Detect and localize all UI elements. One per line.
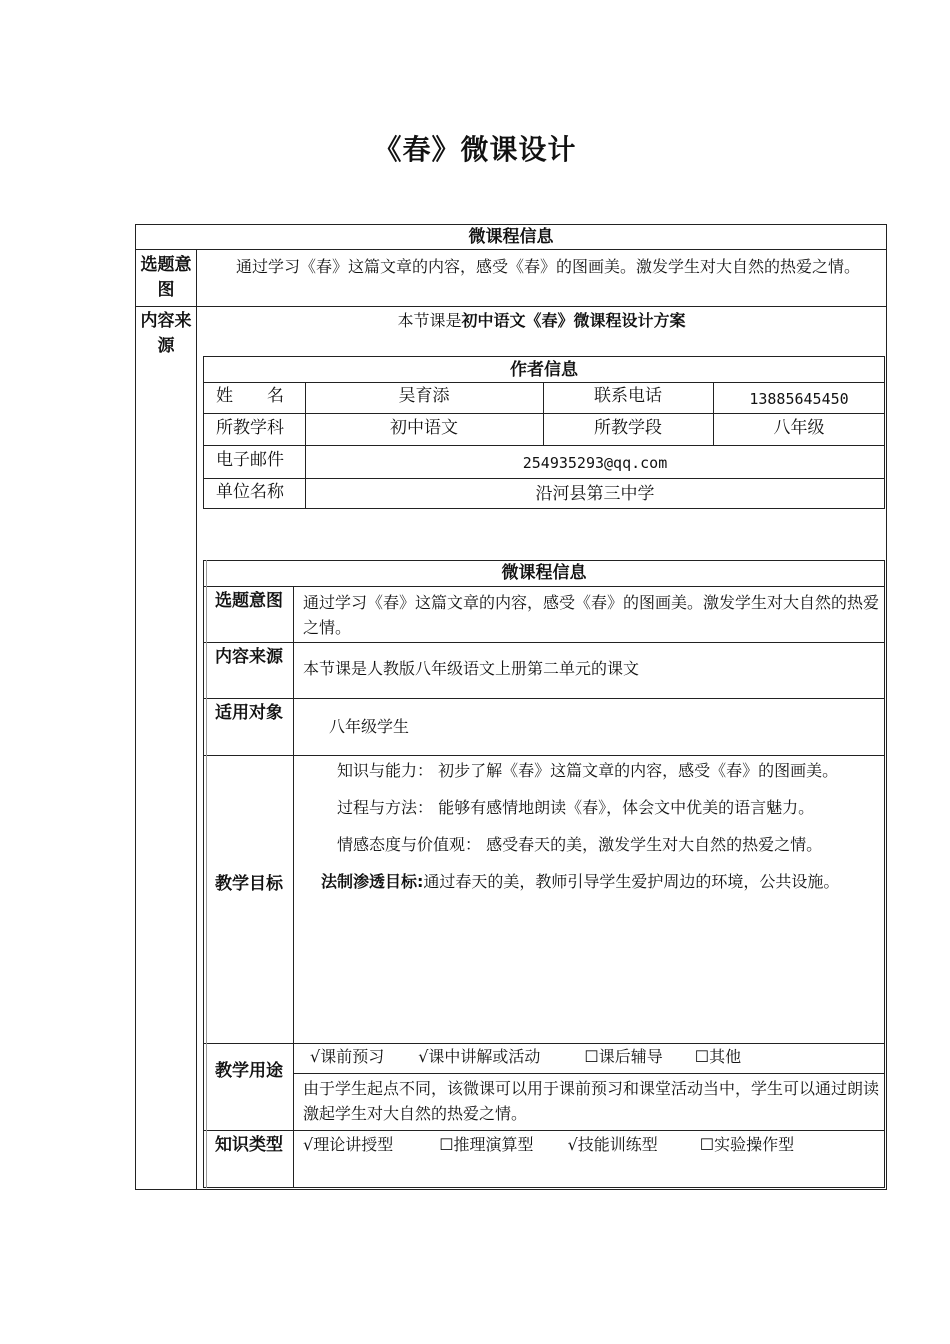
micro-intent-text: 通过学习《春》这篇文章的内容，感受《春》的图画美。激发学生对大自然的热爱之情。	[303, 593, 880, 637]
goal-law-label: 法制渗透目标:	[321, 872, 424, 891]
outer-header: 微课程信息	[468, 227, 554, 247]
type-option-theory: √理论讲授型	[303, 1135, 394, 1154]
outer-source-prefix: 本节课是	[397, 311, 462, 330]
audience-label: 适用对象	[215, 703, 283, 723]
goal-emotion: 情感态度与价值观： 感受春天的美，激发学生对大自然的热爱之情。	[337, 835, 823, 854]
subject-value: 初中语文	[390, 418, 458, 438]
micro-intent-label: 选题意图	[215, 591, 283, 611]
type-option-skill: √技能训练型	[567, 1135, 658, 1154]
use-option-after: ☐课后辅导	[584, 1047, 663, 1066]
outer-intent-label: 选题意图	[140, 255, 192, 300]
use-option-inclass: √课中讲解或活动	[418, 1047, 541, 1066]
micro-header: 微课程信息	[501, 563, 587, 583]
type-option-experiment: ☐实验操作型	[699, 1135, 795, 1154]
goal-law-text: 通过春天的美，教师引导学生爱护周边的环境，公共设施。	[423, 872, 840, 891]
micro-source-text: 本节课是人教版八年级语文上册第二单元的课文	[303, 659, 640, 678]
email-value: 254935293@qq.com	[522, 454, 668, 472]
use-options	[310, 1044, 880, 1069]
use-option-other: ☐其他	[694, 1047, 742, 1066]
type-label: 知识类型	[215, 1135, 283, 1155]
stage-value: 八年级	[773, 418, 825, 438]
goals-label: 教学目标	[215, 874, 283, 894]
use-option-preview: √课前预习	[310, 1047, 385, 1066]
unit-label: 单位名称	[216, 482, 284, 502]
author-header: 作者信息	[510, 360, 578, 380]
goal-law	[303, 863, 879, 900]
use-label: 教学用途	[215, 1061, 283, 1081]
name-value: 吴育添	[398, 386, 450, 406]
outer-source-label: 内容来源	[140, 311, 192, 356]
stage-label: 所教学段	[594, 418, 662, 438]
phone-value: 13885645450	[749, 390, 849, 408]
goal-knowledge: 知识与能力： 初步了解《春》这篇文章的内容，感受《春》的图画美。	[337, 761, 839, 780]
email-label: 电子邮件	[216, 450, 284, 470]
micro-source-label: 内容来源	[215, 647, 283, 667]
outer-intent-text: 通过学习《春》这篇文章的内容，感受《春》的图画美。激发学生对大自然的热爱之情。	[236, 257, 861, 276]
use-text: 由于学生起点不同，该微课可以用于课前预习和课堂活动当中，学生可以通过朗读激起学生对大自然的热爱之情。	[303, 1079, 880, 1123]
goals-content	[303, 752, 879, 900]
phone-label: 联系电话	[594, 386, 662, 406]
outer-source-text	[196, 308, 887, 333]
outer-source-bold: 初中语文《春》微课程设计方案	[461, 311, 686, 330]
type-option-reasoning: ☐推理演算型	[439, 1135, 534, 1154]
type-options	[303, 1132, 879, 1157]
goal-process: 过程与方法： 能够有感情地朗读《春》，体会文中优美的语言魅力。	[337, 798, 815, 817]
page-title: 《春》微课设计	[373, 133, 577, 166]
unit-value: 沿河县第三中学	[535, 484, 655, 504]
audience-text: 八年级学生	[329, 717, 410, 736]
subject-label: 所教学科	[216, 418, 284, 438]
name-label: 姓 名	[216, 386, 284, 406]
